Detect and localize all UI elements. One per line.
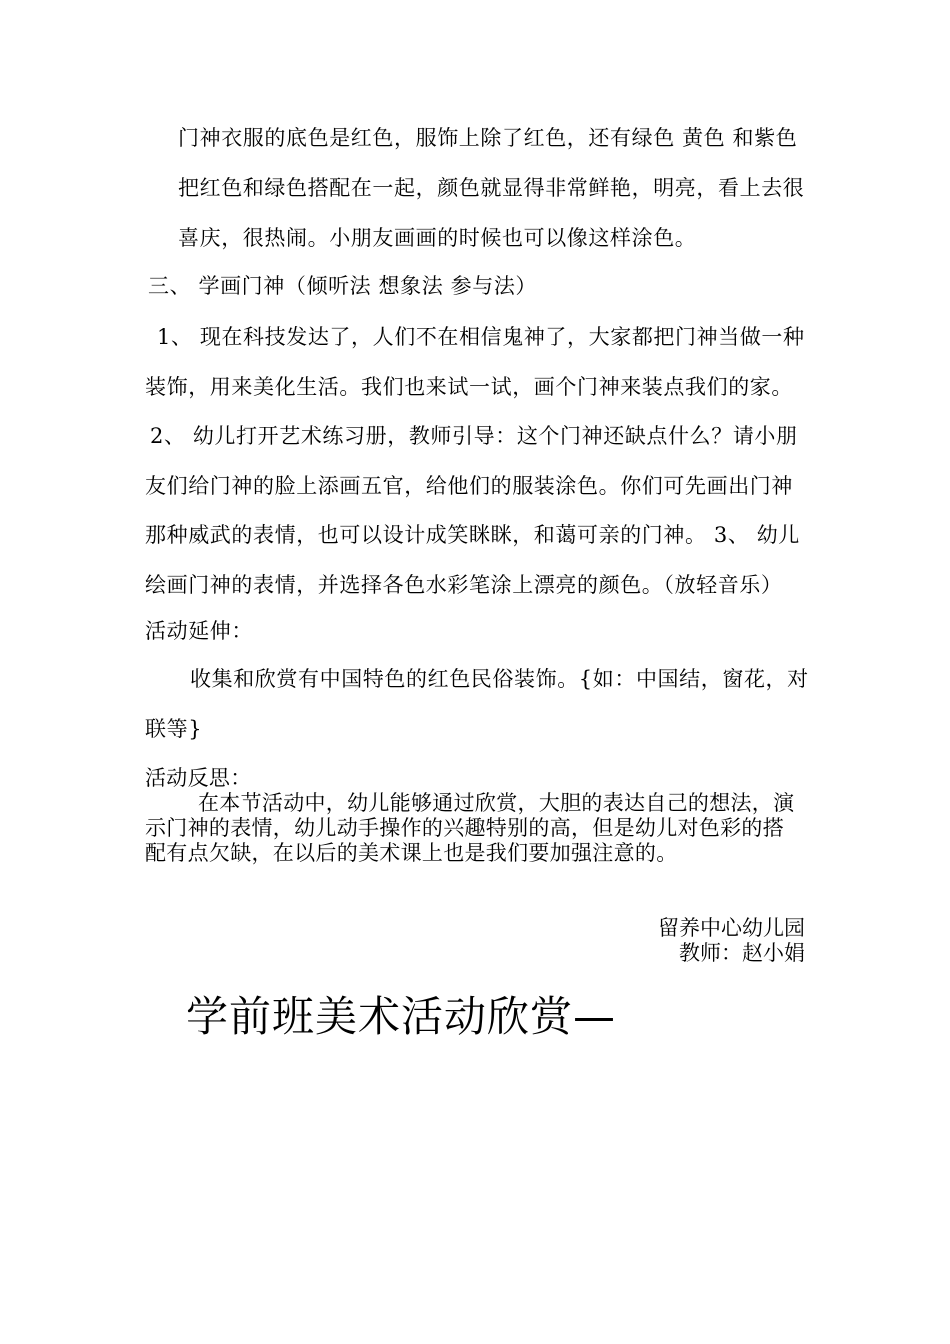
next-section-title: 学前班美术活动欣赏—	[186, 992, 617, 1041]
list-item-2-line: 那种威武的表情，也可以设计成笑眯眯，和蔼可亲的门神。 3、 幼儿	[145, 523, 800, 547]
list-item-2-line: 绘画门神的表情，并选择各色水彩笔涂上漂亮的颜色。（放轻音乐）	[145, 573, 783, 597]
reflection-line: 在本节活动中，幼儿能够通过欣赏，大胆的表达自己的想法，演	[198, 791, 795, 815]
reflection-line: 示门神的表情，幼儿动手操作的兴趣特别的高，但是幼儿对色彩的搭	[145, 816, 784, 840]
reflection-heading: 活动反思：	[145, 766, 252, 790]
signature-teacher: 教师：赵小娟	[679, 941, 805, 965]
section-heading-3: 三、 学画门神（倾听法 想象法 参与法）	[148, 274, 538, 298]
extension-line: 联等}	[145, 717, 203, 741]
list-item-2-line: 友们给门神的脸上添画五官，给他们的服装涂色。你们可先画出门神	[145, 474, 793, 498]
list-item-1-line: 装饰，用来美化生活。我们也来试一试，画个门神来装点我们的家。	[145, 375, 793, 399]
paragraph-line: 喜庆，很热闹。小朋友画画的时候也可以像这样涂色。	[178, 226, 697, 250]
paragraph-line: 把红色和绿色搭配在一起，颜色就显得非常鲜艳，明亮，看上去很	[178, 176, 805, 200]
list-item-2-line: 2、 幼儿打开艺术练习册，教师引导：这个门神还缺点什么？请小朋	[150, 424, 798, 448]
extension-heading: 活动延伸：	[145, 619, 253, 643]
list-item-1-line: 1、 现在科技发达了，人们不在相信鬼神了，大家都把门神当做一种	[157, 325, 805, 349]
paragraph-line: 门神衣服的底色是红色，服饰上除了红色，还有绿色 黄色 和紫色	[178, 126, 798, 150]
signature-school: 留养中心幼儿园	[658, 916, 805, 940]
reflection-line: 配有点欠缺，在以后的美术课上也是我们要加强注意的。	[145, 841, 678, 865]
extension-line: 收集和欣赏有中国特色的红色民俗装饰。{如：中国结，窗花，对	[190, 667, 809, 691]
